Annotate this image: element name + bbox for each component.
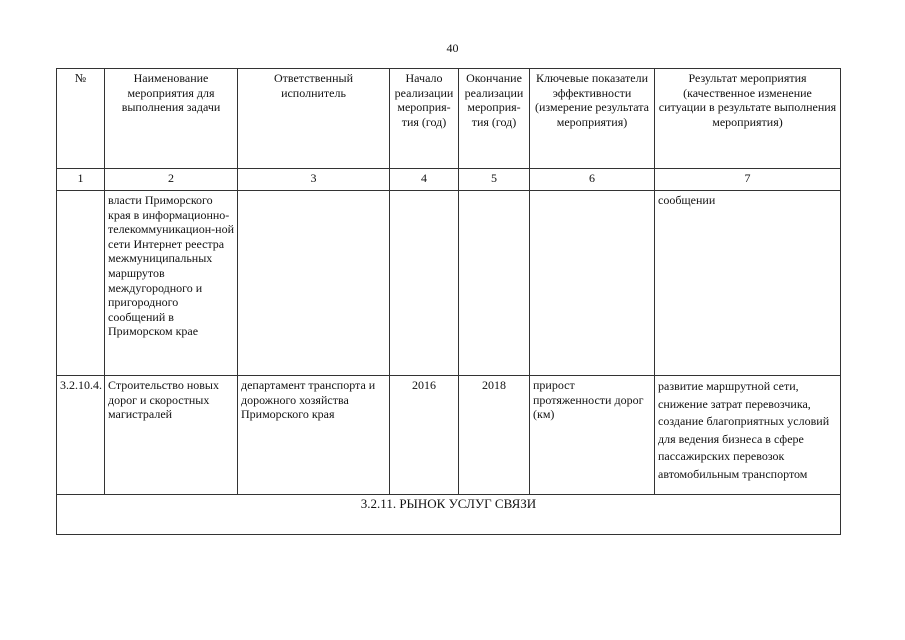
end-year-cell: [459, 191, 530, 376]
page-number: 40: [446, 41, 459, 55]
start-year-cell: 2016: [390, 376, 459, 495]
header-cell-end-year: Окончание реализации мероприя-тия (год): [459, 69, 530, 169]
header-cell-indicators: Ключевые показатели эффективности (измерение результата мероприятия): [530, 69, 655, 169]
activity-name-cell: власти Приморского края в информационно-телекоммуникацион-ной сети Интернет реестра межмуниципальных маршрутов междугородного и пригородного сообщений в Приморском крае: [105, 191, 238, 376]
header-cell-activity-name: Наименование мероприятия для выполнения задачи: [105, 69, 238, 169]
column-number: 6: [530, 169, 655, 191]
column-number: 7: [655, 169, 841, 191]
result-cell: развитие маршрутной сети, снижение затрат перевозчика, создание благоприятных условий для ведения бизнеса в сфере пассажирских перевозок автомобильным транспортом: [655, 376, 841, 495]
indicators-cell: [530, 191, 655, 376]
end-year-cell: 2018: [459, 376, 530, 495]
header-cell-result: Результат мероприятия (качественное изменение ситуации в результате выполнения мероприятия): [655, 69, 841, 169]
section-title: 3.2.11. РЫНОК УСЛУГ СВЯЗИ: [57, 495, 841, 535]
header-cell-executor: Ответственный исполнитель: [238, 69, 390, 169]
start-year-cell: [390, 191, 459, 376]
row-number-cell: 3.2.10.4.: [57, 376, 105, 495]
header-cell-number: №: [57, 69, 105, 169]
column-number: 3: [238, 169, 390, 191]
section-header-row: [57, 495, 841, 535]
header-row: [57, 69, 841, 169]
column-number: 2: [105, 169, 238, 191]
table-row: [57, 191, 841, 376]
indicators-cell: прирост протяженности дорог (км): [530, 376, 655, 495]
result-cell: сообщении: [655, 191, 841, 376]
column-number: 4: [390, 169, 459, 191]
column-number-row: [57, 169, 841, 191]
table-row: [57, 376, 841, 495]
column-number: 5: [459, 169, 530, 191]
column-number: 1: [57, 169, 105, 191]
header-cell-start-year: Начало реализации мероприя-тия (год): [390, 69, 459, 169]
activities-table: [56, 68, 841, 535]
executor-cell: [238, 191, 390, 376]
row-number-cell: [57, 191, 105, 376]
executor-cell: департамент транспорта и дорожного хозяйства Приморского края: [238, 376, 390, 495]
activity-name-cell: Строительство новых дорог и скоростных магистралей: [105, 376, 238, 495]
